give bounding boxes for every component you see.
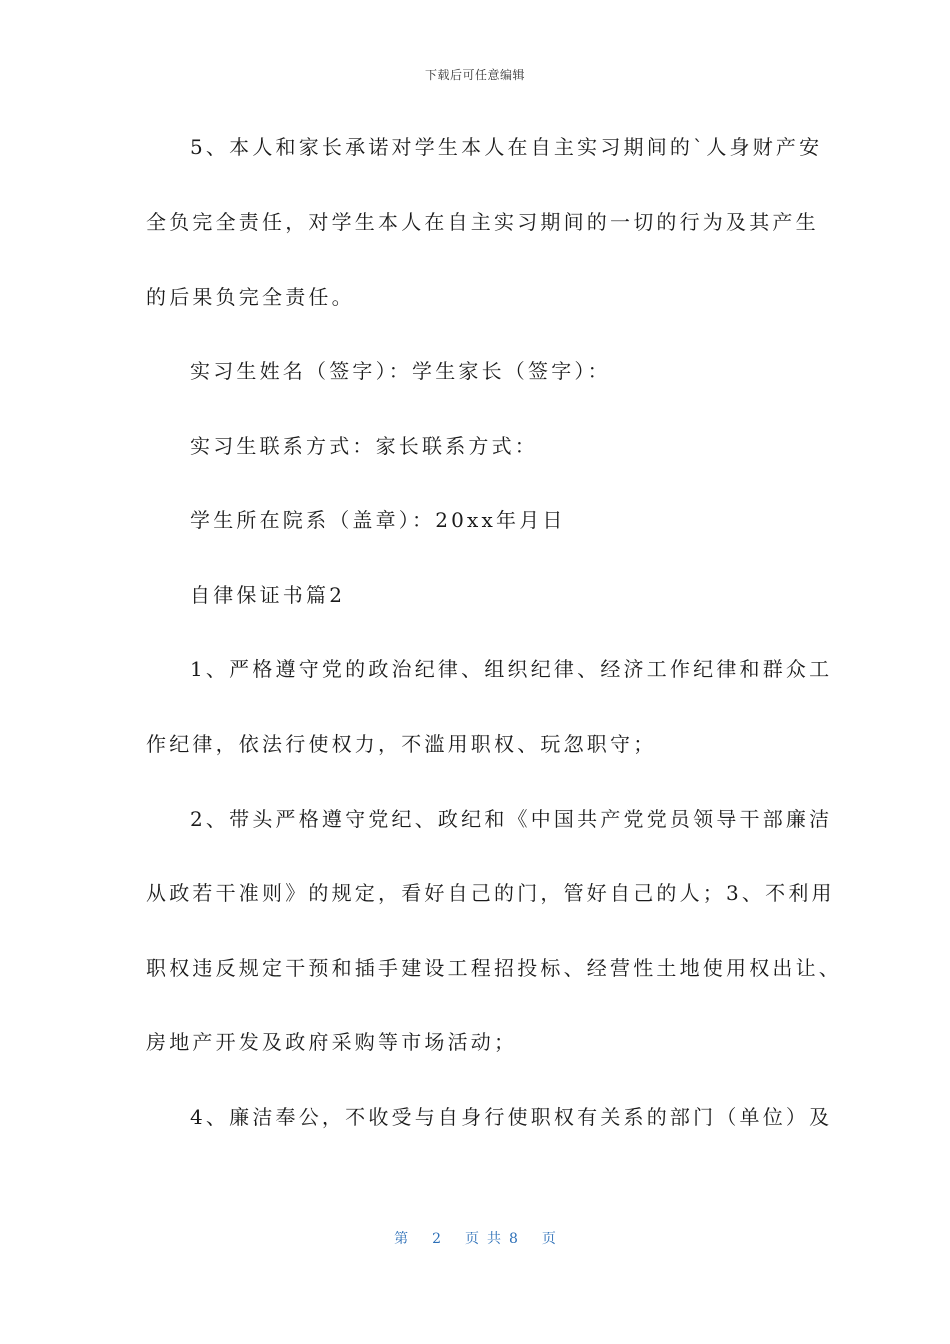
section-heading: 自律保证书篇2 [190, 583, 346, 607]
paragraph-line: 2、带头严格遵守党纪、政纪和《中国共产党党员领导干部廉洁 [190, 807, 833, 831]
paragraph-line: 5、本人和家长承诺对学生本人在自主实习期间的`人身财产安 [190, 135, 823, 159]
footer-suffix: 页 [541, 1231, 556, 1247]
paragraph-line: 职权违反规定干预和插手建设工程招投标、经营性土地使用权出让、 [146, 956, 842, 980]
paragraph-line: 1、严格遵守党的政治纪律、组织纪律、经济工作纪律和群众工 [190, 657, 833, 681]
paragraph-line: 学生所在院系（盖章）：20xx年月日 [190, 508, 566, 532]
paragraph-line: 实习生姓名（签字）：学生家长（签字）： [190, 359, 611, 383]
footer-middle: 页共 [465, 1231, 509, 1247]
header-note: 下载后可任意编辑 [424, 68, 525, 82]
paragraph-line: 全负完全责任，对学生本人在自主实习期间的一切的行为及其产生 [146, 210, 819, 234]
paragraph-line: 的后果负完全责任。 [146, 285, 355, 309]
page-footer [0, 1228, 950, 1248]
paragraph-line: 作纪律，依法行使权力，不滥用职权、玩忽职守； [146, 732, 657, 756]
footer-total-pages: 8 [509, 1231, 518, 1247]
paragraph-line: 房地产开发及政府采购等市场活动； [146, 1030, 518, 1054]
footer-prefix: 第 [394, 1231, 409, 1247]
paragraph-line: 从政若干准则》的规定，看好自己的门，管好自己的人；3、不利用 [146, 881, 835, 905]
paragraph-line: 4、廉洁奉公，不收受与自身行使职权有关系的部门（单位）及 [190, 1105, 833, 1129]
paragraph-line: 实习生联系方式：家长联系方式： [190, 434, 538, 458]
footer-current-page: 2 [432, 1231, 441, 1247]
